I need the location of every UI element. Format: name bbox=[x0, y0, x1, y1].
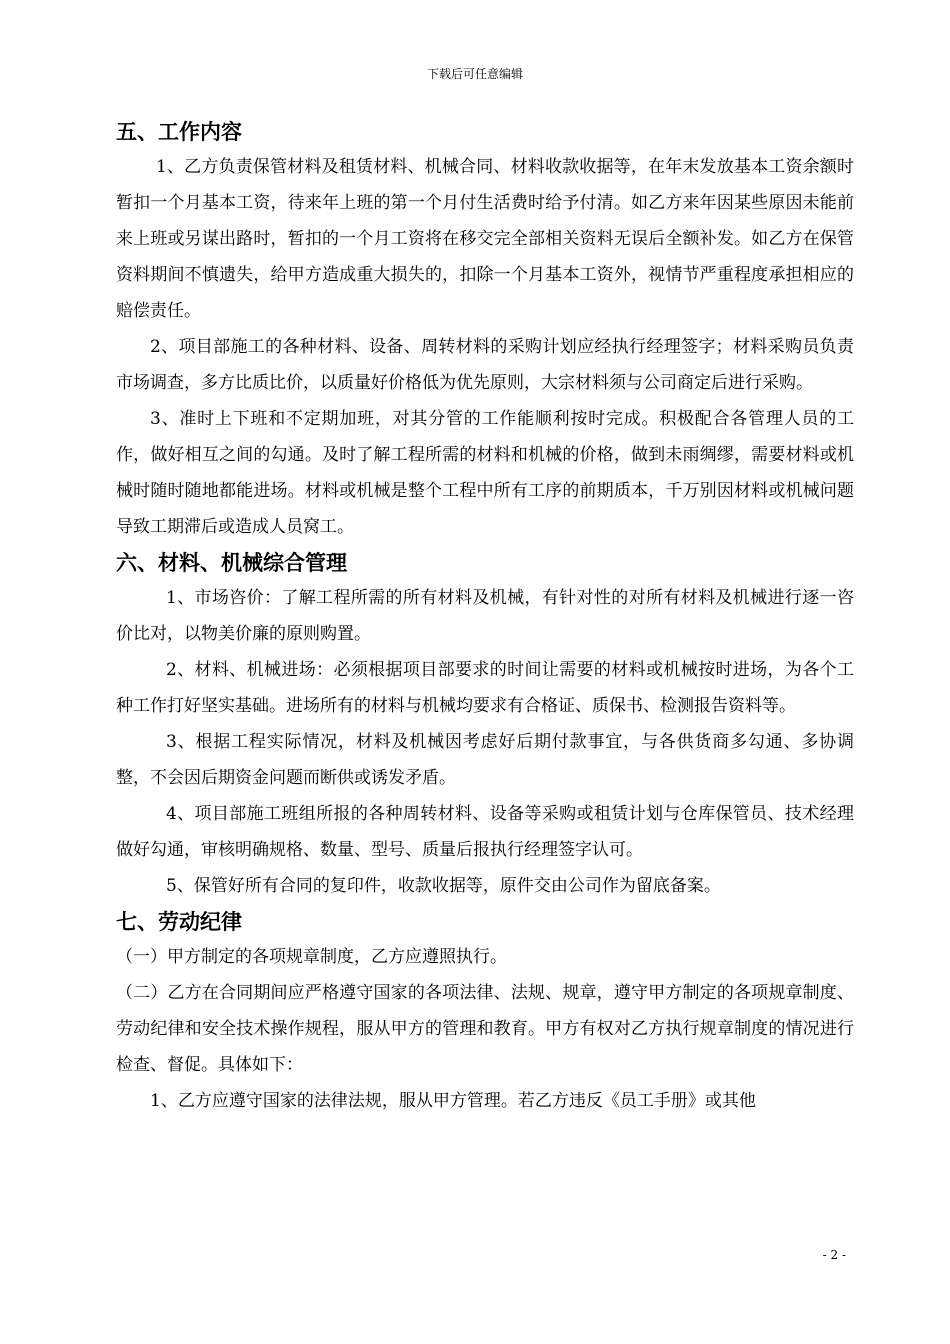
paragraph: 3、根据工程实际情况，材料及机械因考虑好后期付款事宜，与各供货商多勾通、多协调整，不会因后期资金问题而断供或诱发矛盾。 bbox=[116, 732, 854, 788]
paragraph: （一）甲方制定的各项规章制度，乙方应遵照执行。 bbox=[116, 947, 507, 967]
paragraph: 1、市场咨价：了解工程所需的所有材料及机械，有针对性的对所有材料及机械进行逐一咨价比对，以物美价廉的原则购置。 bbox=[116, 588, 854, 644]
section-title-labor-discipline: 七、劳动纪律 bbox=[116, 910, 242, 934]
paragraph: 3、准时上下班和不定期加班，对其分管的工作能顺利按时完成。积极配合各管理人员的工作，做好相互之间的勾通。及时了解工程所需的材料和机械的价格，做到未雨绸缪，需要材料或机械时随时随地都能进场。材料或机械是整个工程中所有工序的前期质本，千万别因材料或机械问题导致工期滞后或造成人员窝工。 bbox=[116, 409, 854, 537]
section-title-materials-management: 六、材料、机械综合管理 bbox=[116, 551, 347, 575]
page-number: - 2 - bbox=[822, 1248, 846, 1262]
paragraph: 1、乙方负责保管材料及租赁材料、机械合同、材料收款收据等，在年末发放基本工资余额时暂扣一个月基本工资，待来年上班的第一个月付生活费时给予付清。如乙方来年因某些原因未能前来上班或另谋出路时，暂扣的一个月工资将在移交完全部相关资料无误后全额补发。如乙方在保管资料期间不慎遗失，给甲方造成重大损失的，扣除一个月基本工资外，视情节严重程度承担相应的赔偿责任。 bbox=[116, 157, 854, 321]
paragraph: （二）乙方在合同期间应严格遵守国家的各项法律、法规、规章，遵守甲方制定的各项规章制度、劳动纪律和安全技术操作规程，服从甲方的管理和教育。甲方有权对乙方执行规章制度的情况进行检查、督促。具体如下： bbox=[116, 983, 854, 1075]
paragraph: 5、保管好所有合同的复印件，收款收据等，原件交由公司作为留底备案。 bbox=[166, 876, 721, 896]
paragraph: 2、材料、机械进场：必须根据项目部要求的时间让需要的材料或机械按时进场，为各个工种工作打好坚实基础。进场所有的材料与机械均要求有合格证、质保书、检测报告资料等。 bbox=[116, 660, 854, 716]
page-header: 下载后可任意编辑 bbox=[426, 67, 523, 81]
paragraph: 2、项目部施工的各种材料、设备、周转材料的采购计划应经执行经理签字；材料采购员负责市场调查，多方比质比价，以质量好价格低为优先原则，大宗材料须与公司商定后进行采购。 bbox=[116, 337, 854, 393]
section-title-work-content: 五、工作内容 bbox=[116, 120, 242, 144]
paragraph: 1、乙方应遵守国家的法律法规，服从甲方管理。若乙方违反《员工手册》或其他 bbox=[150, 1091, 756, 1111]
document-body bbox=[116, 118, 854, 1119]
paragraph: 4、项目部施工班组所报的各种周转材料、设备等采购或租赁计划与仓库保管员、技术经理做好勾通，审核明确规格、数量、型号、质量后报执行经理签字认可。 bbox=[116, 804, 854, 860]
